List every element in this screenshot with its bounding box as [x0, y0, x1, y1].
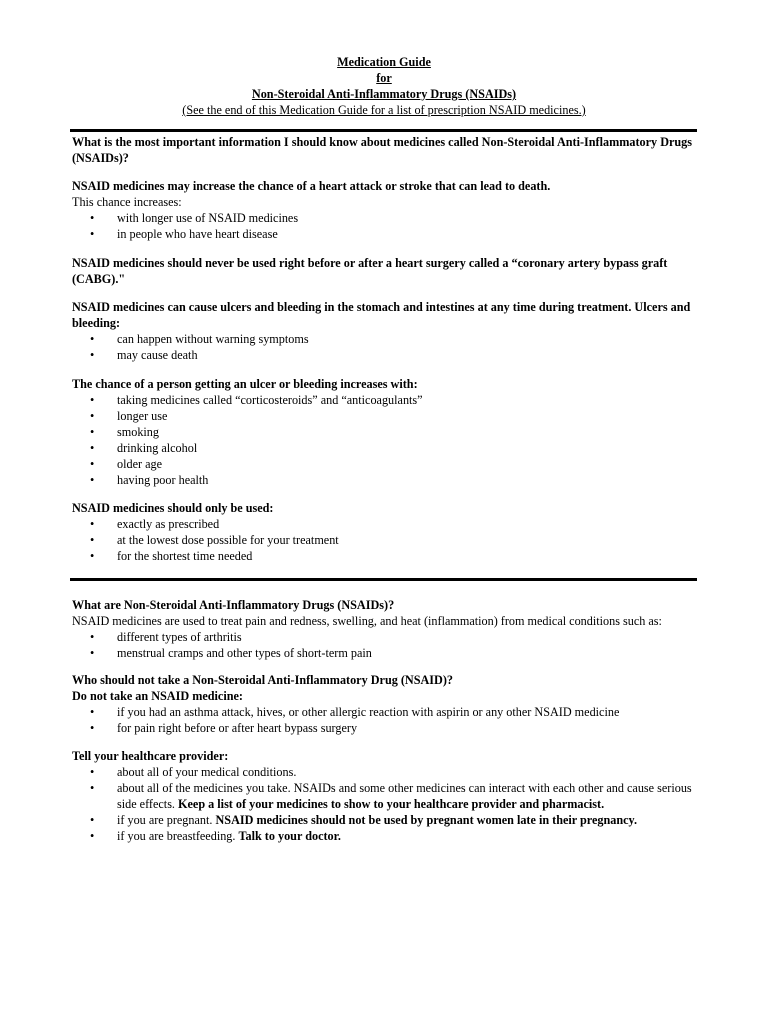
bleeding-risk-list: [72, 392, 697, 488]
who-should-not-title: Who should not take a Non-Steroidal Anti-Inflammatory Drug (NSAID)?: [72, 673, 454, 687]
list-item: • menstrual cramps and other types of short-term pain: [90, 646, 372, 660]
bleeding-risk-title: The chance of a person getting an ulcer or bleeding increases with:: [72, 377, 418, 391]
bullet-icon: •: [90, 549, 95, 563]
list-item: • smoking: [90, 425, 159, 439]
what-are-nsaids-section: [72, 597, 697, 661]
list-item: • may cause death: [90, 348, 198, 362]
bullet-icon: •: [90, 211, 95, 225]
what-are-nsaids-title: What are Non-Steroidal Anti-Inflammatory Drugs (NSAIDs)?: [72, 598, 395, 612]
what-are-nsaids-text: NSAID medicines are used to treat pain and redness, swelling, and heat (inflammation) from medical conditions such as:: [72, 614, 662, 628]
bleeding-risk-section: [72, 376, 697, 488]
bullet-icon: •: [90, 829, 95, 843]
bullet-icon: •: [90, 533, 95, 547]
tell-provider-title: Tell your healthcare provider:: [72, 749, 229, 763]
heart-risk-list: [72, 210, 697, 242]
heart-risk-intro: This chance increases:: [72, 195, 182, 209]
header-drug-class: Non-Steroidal Anti-Inflammatory Drugs (NSAIDs): [251, 87, 517, 101]
proper-use-title: NSAID medicines should only be used:: [72, 501, 274, 515]
bullet-icon: •: [90, 813, 95, 827]
bullet-icon: •: [90, 765, 95, 779]
bullet-icon: •: [90, 227, 95, 241]
bullet-icon: •: [90, 781, 95, 795]
heart-risk-section: [72, 178, 697, 242]
list-item: • longer use: [90, 409, 168, 423]
bullet-icon: •: [90, 457, 95, 471]
do-not-take-subtitle: Do not take an NSAID medicine:: [72, 689, 243, 703]
list-item: • different types of arthritis: [90, 630, 242, 644]
bullet-icon: •: [90, 409, 95, 423]
list-item: • about all of your medical conditions.: [90, 765, 297, 779]
ulcer-list: [72, 331, 697, 363]
document-header: [0, 54, 768, 118]
list-item: • taking medicines called “corticosteroids” and “anticoagulants”: [90, 393, 423, 407]
ulcer-section: [72, 299, 697, 363]
list-item: • older age: [90, 457, 163, 471]
list-item: • for pain right before or after heart bypass surgery: [90, 721, 358, 735]
ulcer-title: NSAID medicines can cause ulcers and bleeding in the stomach and intestines at any time during treatment. Ulcers and bleeding:: [72, 300, 691, 330]
proper-use-section: [72, 500, 697, 564]
section-divider-bottom: [70, 578, 697, 581]
bullet-icon: •: [90, 517, 95, 531]
important-info-question: What is the most important information I should know about medicines called Non-Steroidal Anti-Inflammatory Drugs (NSAIDs)?: [72, 135, 693, 165]
bullet-icon: •: [90, 441, 95, 455]
conditions-list: [72, 629, 697, 661]
bullet-icon: •: [90, 473, 95, 487]
list-item: • if you are pregnant. NSAID medicines should not be used by pregnant women late in their pregnancy.: [90, 813, 638, 827]
header-for: for: [376, 71, 392, 85]
list-item: • for the shortest time needed: [90, 549, 253, 563]
contraindications-list: [72, 704, 697, 736]
header-title: Medication Guide: [337, 55, 431, 69]
bullet-icon: •: [90, 721, 95, 735]
section-divider-top: [70, 129, 697, 132]
list-item: • in people who have heart disease: [90, 227, 278, 241]
bullet-icon: •: [90, 705, 95, 719]
proper-use-list: [72, 516, 697, 564]
who-should-not-section: [72, 672, 697, 736]
list-item: • at the lowest dose possible for your treatment: [90, 533, 339, 547]
tell-provider-section: [72, 748, 697, 844]
list-item: • drinking alcohol: [90, 441, 198, 455]
header-note: (See the end of this Medication Guide for a list of prescription NSAID medicines.): [182, 103, 586, 117]
list-item: • if you are breastfeeding. Talk to your doctor.: [90, 829, 341, 843]
list-item: • about all of the medicines you take. NSAIDs and some other medicines can interact with each other and cause serious side effects. Keep a list of your medicines to show to your healthcare provider and pharmacist.: [90, 781, 692, 811]
list-item: • having poor health: [90, 473, 209, 487]
tell-provider-list: [72, 764, 697, 844]
cabg-warning: NSAID medicines should never be used right before or after a heart surgery called a “coronary artery bypass graft (CABG).": [72, 256, 668, 286]
list-item: • if you had an asthma attack, hives, or other allergic reaction with aspirin or any other NSAID medicine: [90, 705, 620, 719]
bullet-icon: •: [90, 332, 95, 346]
list-item: • with longer use of NSAID medicines: [90, 211, 299, 225]
list-item: • exactly as prescribed: [90, 517, 220, 531]
bullet-icon: •: [90, 646, 95, 660]
bullet-icon: •: [90, 630, 95, 644]
list-item: • can happen without warning symptoms: [90, 332, 309, 346]
bullet-icon: •: [90, 348, 95, 362]
heart-risk-title: NSAID medicines may increase the chance of a heart attack or stroke that can lead to death.: [72, 179, 551, 193]
bullet-icon: •: [90, 393, 95, 407]
bullet-icon: •: [90, 425, 95, 439]
